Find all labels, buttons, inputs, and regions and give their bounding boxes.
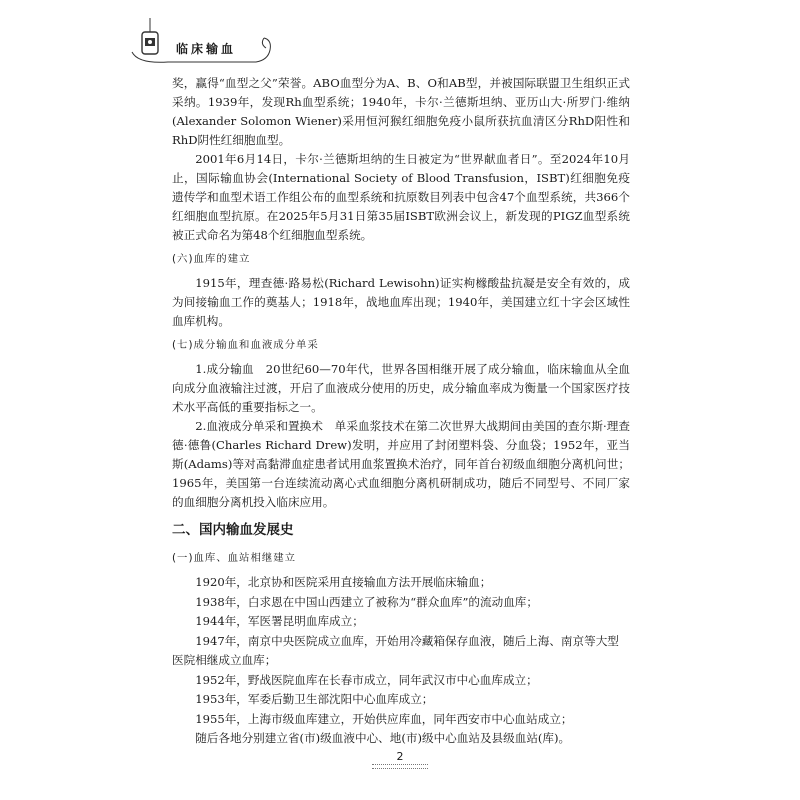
subheading: (六)血库的建立 [172,253,251,265]
paragraph: 奖，赢得“血型之父”荣誉。ABO血型分为A、B、O和AB型，并被国际联盟卫生组织正式采纳。1939年，发现Rh血型系统；1940年，卡尔·兰德斯坦纳、亚历山大·所罗门·维纳(Alexander Solomon Wiener)采用恒河猴红细胞免疫小鼠所获抗血清区分RhD阳性和RhD阴性红细胞血型。 [172,76,630,147]
list-item: 随后各地分别建立省(市)级血液中心、地(市)级中心血站及县级血站(库)。 [195,731,571,745]
section-heading: 二、国内输血发展史 [172,522,294,538]
list-item: 1944年，军医署昆明血库成立； [195,614,364,628]
list-item: 1947年，南京中央医院成立血库，开始用冷藏箱保存血液，随后上海、南京等大型医院相继成立血库； [172,633,619,667]
paragraph: 2001年6月14日，卡尔·兰德斯坦纳的生日被定为“世界献血者日”。至2024年10月止，国际输血协会(International Society of Blood Transfusion，ISBT)红细胞免疫遗传学和血型术语工作组公布的血型系统和抗原数目列表中包含47个血型系统，共366个红细胞血型抗原。在2025年5月31日第35届ISBT欧洲会议上，新发现的PIGZ血型系统被正式命名为第48个红细胞血型系统。 [172,152,630,242]
list-item: 1952年，野战医院血库在长春市成立，同年武汉市中心血库成立； [195,672,538,687]
subheading: (一)血库、血站相继建立 [172,552,297,564]
page-body [172,74,630,749]
paragraph: 1.成分输血 20世纪60—70年代，世界各国相继开展了成分输血，临床输血从全血向成分血液输注过渡，开启了血液成分使用的历史，成分输血率成为衡量一个国家医疗技术水平高低的重要指标之一。 [172,362,630,414]
list-item: 1955年，上海市级血库建立，开始供应库血，同年西安市中心血站成立； [195,711,573,726]
paragraph: 1915年，理查德·路易松(Richard Lewisohn)证实枸橼酸盐抗凝是安全有效的，成为间接输血工作的奠基人；1918年，战地血库出现；1940年，美国建立红十字会区域性血库机构。 [172,276,630,328]
page-number: 2 [396,750,404,763]
running-header [128,18,288,68]
list-item: 1938年，白求恩在中国山西建立了被称为“群众血库”的流动血库； [195,594,538,609]
list-item: 1920年，北京协和医院采用直接输血方法开展临床输血； [195,575,492,589]
list-item: 1953年，军委后勤卫生部沈阳中心血库成立； [195,692,434,706]
paragraph: 2.血液成分单采和置换术 单采血浆技术在第二次世界大战期间由美国的查尔斯·理查德·德鲁(Charles Richard Drew)发明，并应用了封闭塑料袋、分血袋；1952年，亚当斯(Adams)等对高黏滞血症患者试用血浆置换术治疗，同年首台初级血细胞分离机问世；1965年，美国第一台连续流动离心式血细胞分离机研制成功，随后不同型号、不同厂家的血细胞分离机投入临床应用。 [172,419,630,509]
subheading: (七)成分输血和血液成分单采 [172,339,319,351]
page-number-ornament [372,764,428,769]
header-title: 临床输血 [176,42,237,56]
